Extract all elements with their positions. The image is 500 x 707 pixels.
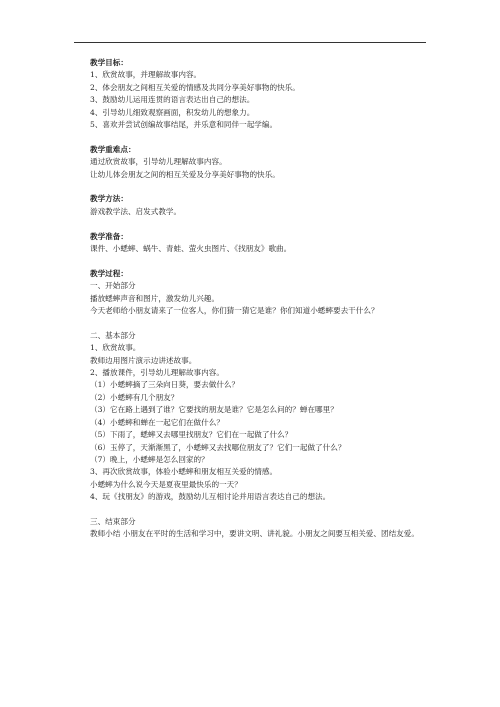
- process-heading: 教学过程：: [90, 268, 128, 278]
- part1-title: 一、开始部分: [90, 281, 136, 291]
- part3-text: 教师小结 小朋友在平时的生活和学习中，要讲文明、讲礼貌。小朋友之间要互相关爱、团结友爱。: [90, 529, 419, 539]
- methods-heading: 教学方法：: [90, 194, 128, 204]
- part1-line: 今天老师给小朋友请来了一位客人，你们猜一猜它是谁？你们知道小蟋蟀要去干什么？: [90, 306, 379, 316]
- key-point-item: 通过欣赏故事，引导幼儿理解故事内容。: [90, 157, 227, 167]
- part2-line: （5）下雨了，蟋蟀又去哪里找朋友？它们在一起做了什么？: [90, 430, 293, 440]
- part2-line: 2、播放课件，引导幼儿理解故事内容。: [90, 368, 224, 378]
- part2-line: （2）小蟋蟀有几个朋友？: [90, 392, 179, 402]
- objective-item: 2、体会朋友之间相互关爱的情感及共同分享美好事物的快乐。: [90, 82, 300, 92]
- part2-line: （6）玉停了，天渐渐黑了，小蟋蟀又去找哪位朋友了？它们一起做了什么？: [90, 442, 346, 452]
- objectives-heading: 教学目标：: [90, 58, 128, 67]
- part3-title: 三、结束部分: [90, 516, 136, 526]
- part2-line: 3、再次欣赏故事，体验小蟋蟀和朋友相互关爱的情感。: [90, 467, 278, 477]
- part2-title: 二、基本部分: [90, 330, 136, 340]
- part2-line: 教师边用图片演示边讲述故事。: [90, 355, 197, 365]
- part1-line: 播放蟋蟀声音和图片，激发幼儿兴趣。: [90, 293, 220, 303]
- objective-item: 5、喜欢并尝试创编故事结尾，并乐意和同伴一起学编。: [90, 120, 278, 130]
- header-rule: [74, 42, 426, 43]
- objective-item: 1、欣赏故事，并理解故事内容。: [90, 70, 202, 80]
- objective-item: 4、引导幼儿细致观察画面，积发幼儿的想象力。: [90, 107, 255, 117]
- objective-item: 3、鼓励幼儿运用连贯的语言表达出自己的想法。: [90, 95, 255, 105]
- methods-text: 游戏教学法、启发式教学。: [90, 206, 182, 216]
- part2-line: （4）小蟋蟀和蝉在一起它们在做什么？: [90, 417, 224, 427]
- preparation-heading: 教学准备：: [90, 231, 128, 241]
- part2-line: 小蟋蟀为什么说今天是夏夜里最快乐的一天？: [90, 479, 242, 489]
- part2-line: （7）晚上，小蟋蟀是怎么回家的？: [90, 454, 209, 464]
- key-points-heading: 教学重难点：: [90, 144, 136, 154]
- key-point-item: 让幼儿体会朋友之间的相互关爱及分享美好事物的快乐。: [90, 169, 280, 179]
- part2-line: （3）它在路上遇到了谁？它要找的朋友是谁？它是怎么问的？蝉在哪里？: [90, 405, 338, 415]
- part2-line: 4、玩《找朋友》的游戏，鼓励幼儿互相讨论并用语言表达自己的想法。: [90, 492, 331, 502]
- preparation-text: 课件、小蟋蟀、蜗牛、青蛙、萤火虫图片、《找朋友》歌曲。: [90, 244, 292, 254]
- part2-line: （1）小蟋蟀摘了三朵向日葵，要去做什么？: [90, 380, 240, 390]
- document-body: [90, 57, 425, 541]
- part2-line: 1、欣赏故事。: [90, 343, 141, 353]
